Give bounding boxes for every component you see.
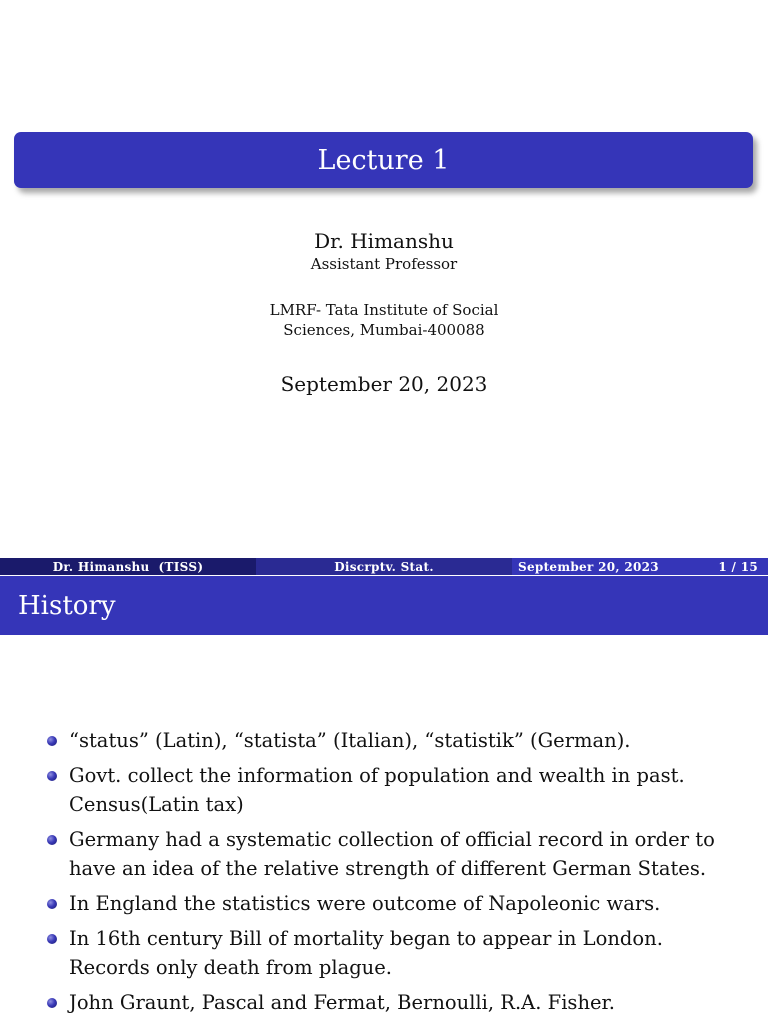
bullet-text-line: Germany had a systematic collection of official record in order to (69, 828, 715, 851)
footer-author: Dr. Himanshu (TISS) (0, 558, 256, 575)
ball-bullet-icon (47, 998, 57, 1008)
frame-title-history: History (0, 576, 768, 635)
list-item (0, 825, 768, 883)
lecture-title: Lecture 1 (14, 132, 753, 188)
bullet-text-line: In 16th century Bill of mortality began to appear in London. (69, 927, 663, 950)
bullet-text-line: have an idea of the relative strength of different German States. (69, 857, 707, 880)
bullet-text-line: “status” (Latin), “statista” (Italian), “statistik” (German). (69, 729, 631, 752)
bullet-text-line: Records only death from plague. (69, 956, 392, 979)
history-bullet-list (0, 726, 768, 1023)
ball-bullet-icon (47, 934, 57, 944)
ball-bullet-icon (47, 835, 57, 845)
ball-bullet-icon (47, 736, 57, 746)
footer-page-number: 1 / 15 (718, 559, 758, 574)
ball-bullet-icon (47, 771, 57, 781)
author-role: Assistant Professor (310, 255, 458, 273)
bullet-text-line: Census(Latin tax) (69, 793, 244, 816)
footer-right-section (512, 558, 768, 575)
presentation-date: September 20, 2023 (280, 372, 488, 396)
institute-line-2: Sciences, Mumbai-400088 (283, 321, 485, 339)
bullet-text-line: Govt. collect the information of population and wealth in past. (69, 764, 685, 787)
list-item (0, 889, 768, 918)
ball-bullet-icon (47, 899, 57, 909)
footer-short-title: Discrptv. Stat. (256, 558, 512, 575)
list-item (0, 726, 768, 755)
institute-line-1: LMRF- Tata Institute of Social (269, 301, 499, 319)
list-item (0, 988, 768, 1017)
bullet-text-line: John Graunt, Pascal and Fermat, Bernoulli, R.A. Fisher. (69, 991, 615, 1014)
author-name: Dr. Himanshu (314, 229, 454, 253)
list-item (0, 761, 768, 819)
footer-date: September 20, 2023 (518, 559, 659, 574)
list-item (0, 924, 768, 982)
bullet-text-line: In England the statistics were outcome of Napoleonic wars. (69, 892, 661, 915)
slide-footer (0, 558, 768, 575)
